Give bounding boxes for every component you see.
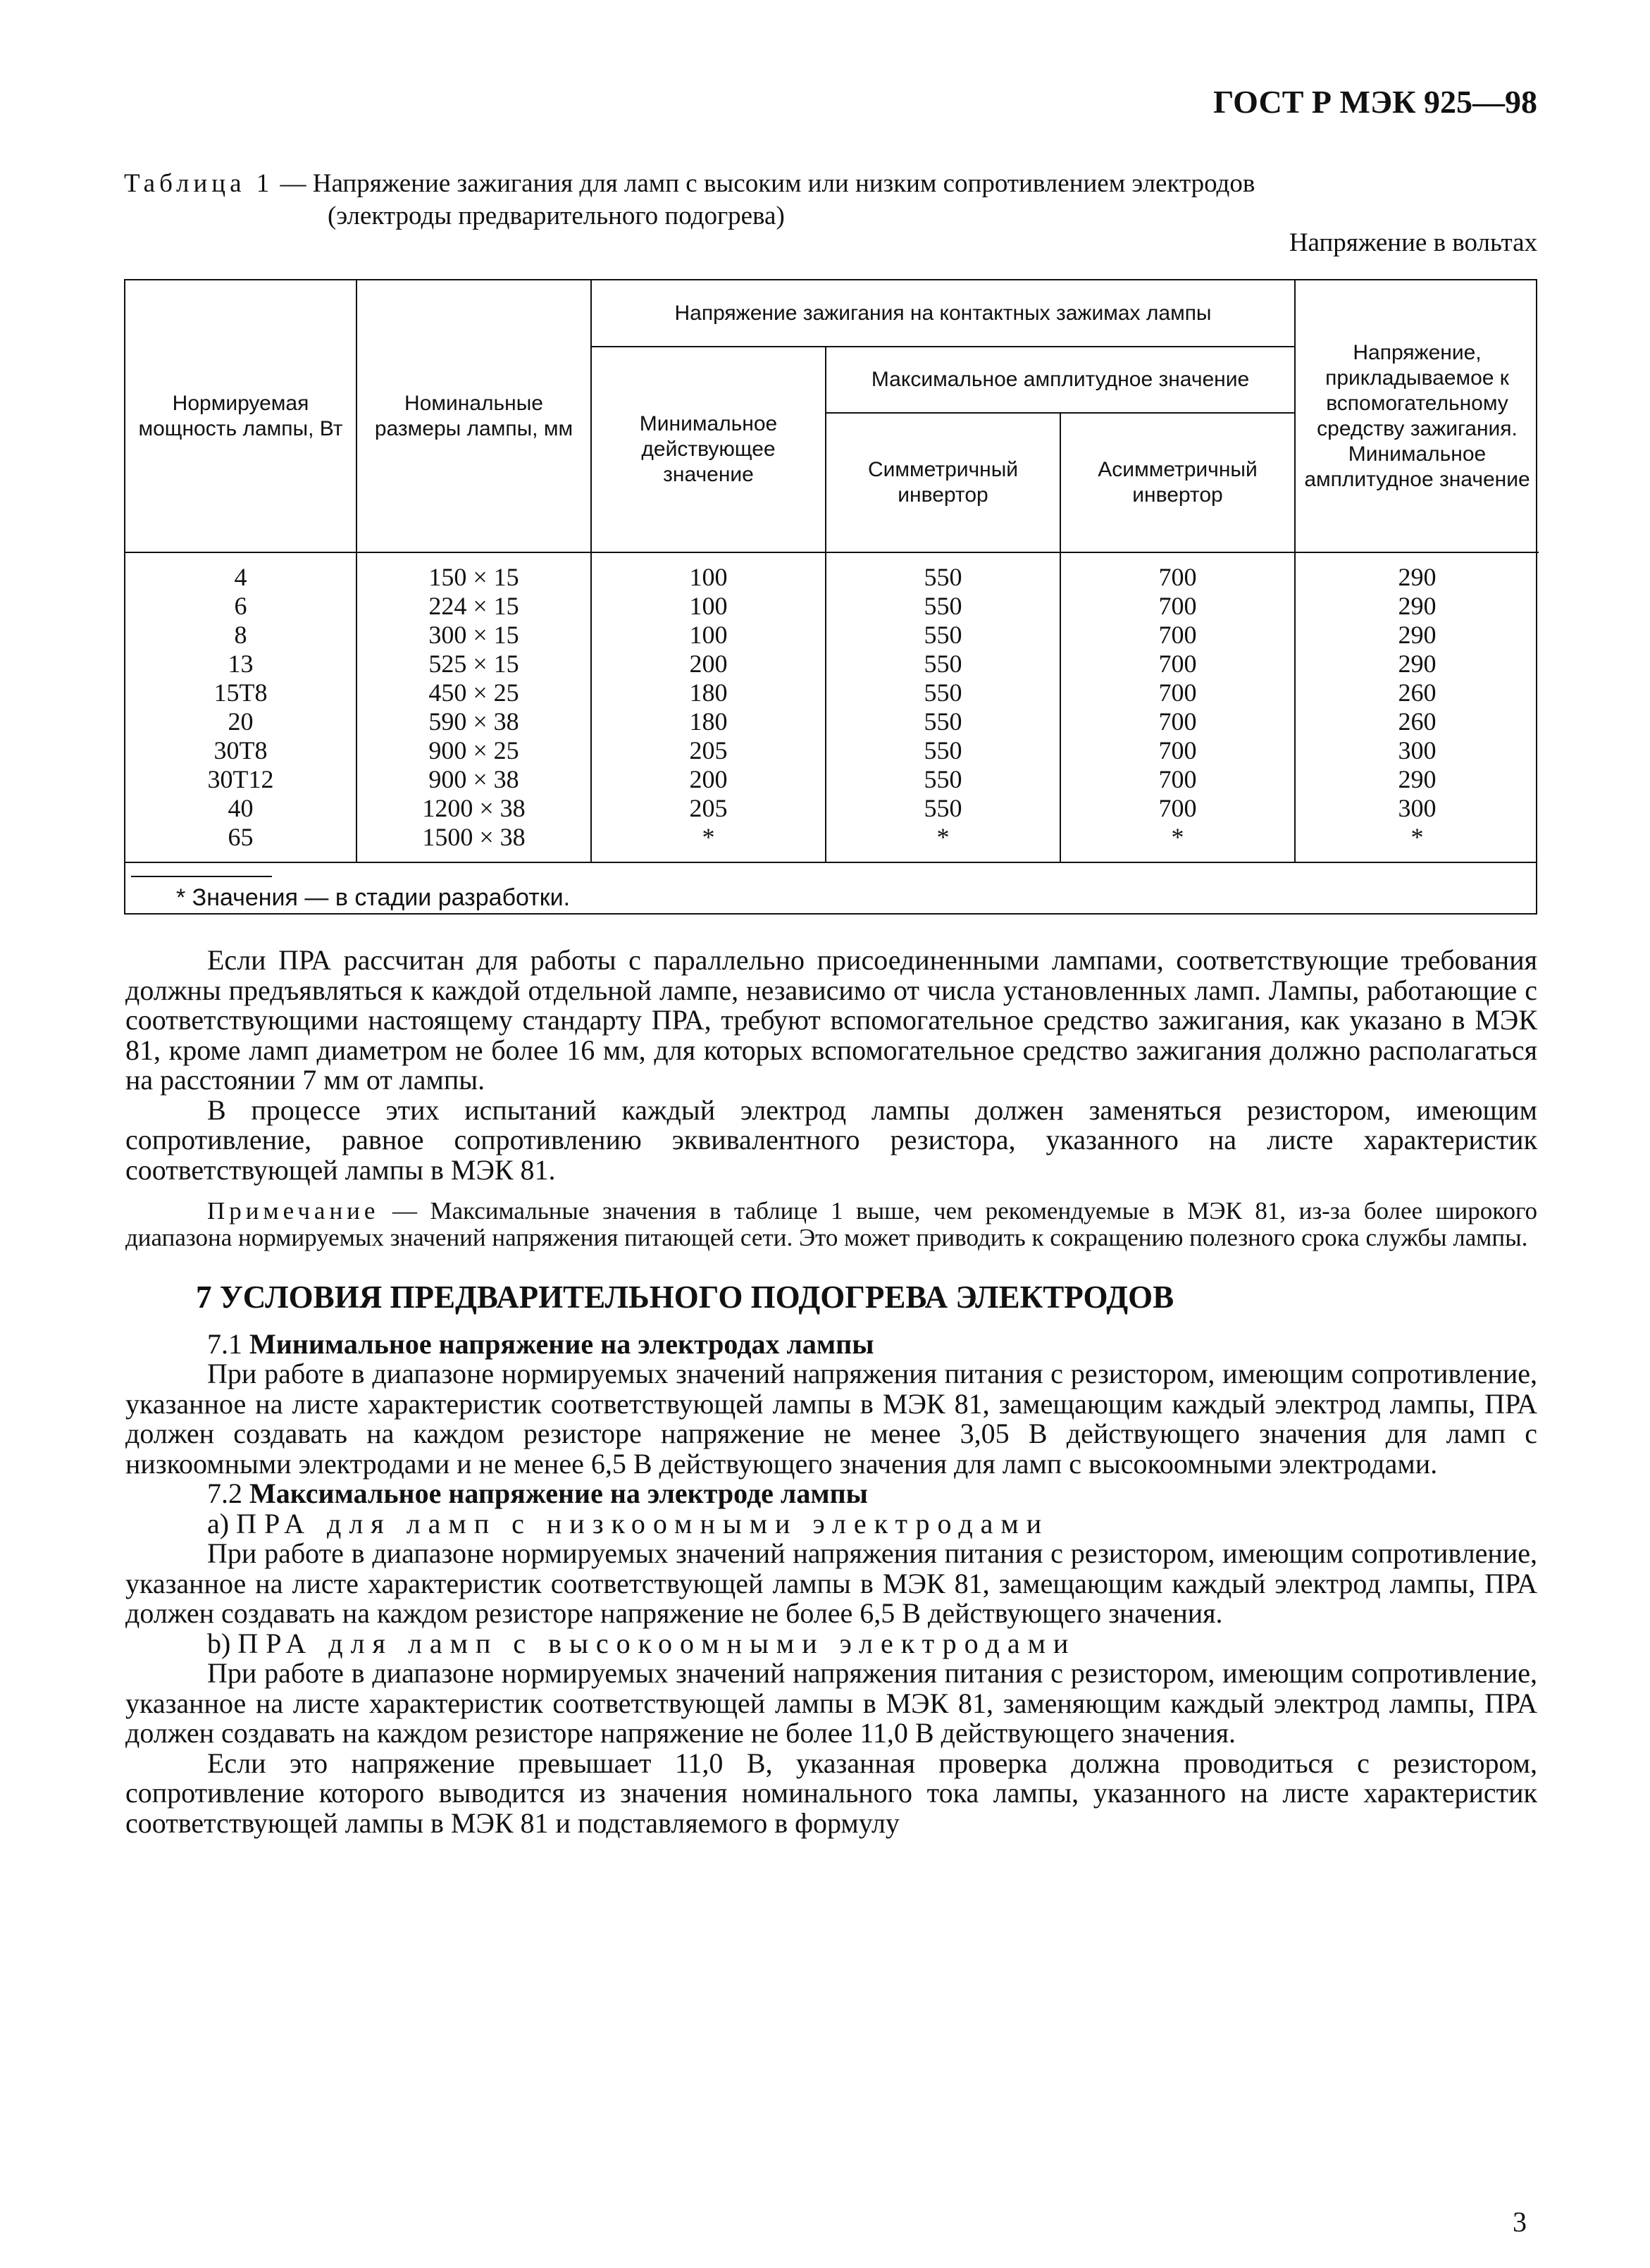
footnote-divider — [131, 876, 272, 877]
table-row — [125, 736, 1539, 765]
paragraph: При работе в диапазоне нормируемых значений напряжения питания с резистором, имеющим сопротивление, указанное на листе характеристик соответствующей лампы в МЭК 81, заменяющим каждый электрод лампы, ПРА должен создавать на каждом резисторе напряжение не более 11,0 В действующего значения. — [125, 1657, 1537, 1749]
cell-aux: 290 — [1295, 650, 1539, 678]
cell-power: 4 — [234, 563, 247, 591]
body-text — [125, 946, 1537, 1838]
paragraph: Если это напряжение превышает 11,0 В, указанная проверка должна проводиться с резистором, сопротивление которого выводится из значения номинального тока лампы, указанного на листе характеристик соответствующей лампы в МЭК 81 и подставляемого в формулу — [125, 1747, 1537, 1839]
cell-min-rms: 205 — [591, 736, 826, 765]
cell-power: 8 — [234, 621, 247, 649]
header-max-peak: Максимальное амплитудное значение — [826, 347, 1295, 413]
subsection-heading-7-2 — [125, 1479, 1537, 1509]
cell-dimensions: 224 × 15 — [356, 592, 591, 621]
cell-asymmetric: 700 — [1060, 592, 1295, 621]
cell-dimensions: 525 × 15 — [356, 650, 591, 678]
cell-asymmetric: 700 — [1060, 621, 1295, 650]
paragraph: В процессе этих испытаний каждый электрод лампы должен заменяться резистором, имеющим сопротивление, равное сопротивлению эквивалентного резистора, указанного на листе характеристик соответствующей лампы в МЭК 81. — [125, 1093, 1537, 1186]
cell-min-rms: 100 — [591, 552, 826, 592]
table-units: Напряжение в вольтах — [1289, 228, 1537, 257]
cell-aux: 290 — [1295, 552, 1539, 592]
header-dimensions: Номинальные размеры лампы, мм — [356, 280, 591, 552]
cell-min-rms: 200 — [591, 765, 826, 794]
cell-dimensions: 900 × 38 — [356, 765, 591, 794]
item-prefix: а) — [207, 1507, 230, 1539]
cell-power: 30T8 — [213, 736, 268, 764]
table-row — [125, 678, 1539, 707]
note-text: — Максимальные значения в таблице 1 выше, чем рекомендуемые в МЭК 81, из-за более широкого диапазона нормируемых значений напряжения питающей сети. Это может приводить к сокращению полезного срока службы лампы. — [125, 1197, 1537, 1251]
cell-power: 40 — [228, 794, 254, 822]
cell-power: 13 — [228, 650, 254, 678]
subsection-title: Минимальное напряжение на электродах лампы — [249, 1327, 874, 1360]
header-ignition-group: Напряжение зажигания на контактных зажимах лампы — [591, 280, 1295, 347]
note-paragraph — [125, 1198, 1537, 1251]
subsection-title: Максимальное напряжение на электроде лампы — [249, 1477, 868, 1509]
table-caption-label: Таблица 1 — [124, 169, 274, 198]
item-heading-b — [125, 1629, 1537, 1659]
header-asymmetric: Асимметричный инвертор — [1060, 413, 1295, 552]
table-row — [125, 552, 1539, 592]
paragraph: При работе в диапазоне нормируемых значений напряжения питания с резистором, имеющим сопротивление, указанное на листе характеристик соответствующей лампы в МЭК 81, замещающим каждый электрод лампы, ПРА должен создавать на каждом резисторе напряжение не более 6,5 В действующего значения. — [125, 1537, 1537, 1629]
paragraph: При работе в диапазоне нормируемых значений напряжения питания с резистором, имеющим сопротивление, указанное на листе характеристик соответствующей лампы в МЭК 81, замещающим каждый электрод лампы, ПРА должен создавать на каждом резисторе напряжение не менее 3,05 В действующего значения для ламп с низкоомными электродами и не менее 6,5 В действующего значения для ламп с высокоомными электродами. — [125, 1358, 1537, 1480]
cell-dimensions: 150 × 15 — [356, 552, 591, 592]
cell-aux: 300 — [1295, 736, 1539, 765]
table-row — [125, 794, 1539, 823]
cell-asymmetric: 700 — [1060, 707, 1295, 736]
table-caption-text: — Напряжение зажигания для ламп с высоким или низким сопротивлением электродов — [273, 169, 1255, 198]
item-title: ПРА для ламп с высокоомными электродами — [237, 1627, 1077, 1659]
cell-aux: * — [1295, 823, 1539, 862]
subsection-number: 7.1 — [207, 1327, 242, 1360]
cell-aux: 290 — [1295, 765, 1539, 794]
cell-symmetric: 550 — [826, 794, 1060, 823]
cell-symmetric: 550 — [826, 678, 1060, 707]
cell-min-rms: 200 — [591, 650, 826, 678]
table-row — [125, 765, 1539, 794]
header-min-rms: Минимальное действующее значение — [591, 347, 826, 552]
item-heading-a — [125, 1509, 1537, 1539]
page-number: 3 — [1513, 2206, 1527, 2238]
cell-symmetric: 550 — [826, 552, 1060, 592]
table-row — [125, 592, 1539, 621]
cell-asymmetric: 700 — [1060, 736, 1295, 765]
cell-aux: 290 — [1295, 621, 1539, 650]
section-heading: 7 УСЛОВИЯ ПРЕДВАРИТЕЛЬНОГО ПОДОГРЕВА ЭЛЕКТРОДОВ — [196, 1279, 1174, 1315]
subsection-heading-7-1 — [125, 1327, 1537, 1360]
cell-min-rms: 180 — [591, 678, 826, 707]
header-aux: Напряжение, прикладываемое к вспомогательному средству зажигания. Минимальное амплитудное значение — [1295, 280, 1539, 552]
cell-dimensions: 300 × 15 — [356, 621, 591, 650]
item-title: ПРА для ламп с низкоомными электродами — [236, 1507, 1050, 1539]
paragraph: Если ПРА рассчитан для работы с параллельно присоединенными лампами, соответствующие требования должны предъявляться к каждой отдельной лампе, независимо от числа установленных ламп. Лампы, работающие с соответствующими настоящему стандарту ПРА, требуют вспомогательное средство зажигания, как указано в МЭК 81, кроме ламп диаметром не более 16 мм, для которых вспомогательное средство зажигания должно располагаться на расстоянии 7 мм от лампы. — [125, 944, 1537, 1096]
cell-asymmetric: 700 — [1060, 794, 1295, 823]
note-label: Примечание — [207, 1197, 380, 1225]
cell-symmetric: 550 — [826, 621, 1060, 650]
cell-power: 20 — [228, 707, 254, 736]
cell-asymmetric: 700 — [1060, 765, 1295, 794]
cell-power: 65 — [228, 823, 254, 851]
cell-asymmetric: * — [1060, 823, 1295, 862]
cell-dimensions: 1500 × 38 — [356, 823, 591, 862]
table-caption-line2: (электроды предварительного подогрева) — [328, 202, 785, 230]
cell-symmetric: * — [826, 823, 1060, 862]
cell-power: 30T12 — [207, 765, 274, 793]
table-row — [125, 650, 1539, 678]
document-header: ГОСТ Р МЭК 925—98 — [1213, 84, 1537, 120]
cell-min-rms: 205 — [591, 794, 826, 823]
table-row — [125, 621, 1539, 650]
item-prefix: b) — [207, 1627, 231, 1659]
table-caption — [124, 168, 1533, 233]
table-row — [125, 823, 1539, 862]
subsection-number: 7.2 — [207, 1477, 242, 1509]
table-row — [125, 707, 1539, 736]
cell-dimensions: 1200 × 38 — [356, 794, 591, 823]
cell-symmetric: 550 — [826, 736, 1060, 765]
cell-min-rms: 100 — [591, 621, 826, 650]
cell-asymmetric: 700 — [1060, 678, 1295, 707]
cell-min-rms: 180 — [591, 707, 826, 736]
cell-dimensions: 590 × 38 — [356, 707, 591, 736]
header-symmetric: Симметричный инвертор — [826, 413, 1060, 552]
cell-asymmetric: 700 — [1060, 552, 1295, 592]
cell-aux: 290 — [1295, 592, 1539, 621]
cell-aux: 260 — [1295, 707, 1539, 736]
cell-min-rms: 100 — [591, 592, 826, 621]
cell-min-rms: * — [591, 823, 826, 862]
cell-symmetric: 550 — [826, 650, 1060, 678]
cell-dimensions: 900 × 25 — [356, 736, 591, 765]
cell-aux: 260 — [1295, 678, 1539, 707]
cell-symmetric: 550 — [826, 707, 1060, 736]
cell-aux: 300 — [1295, 794, 1539, 823]
header-power: Нормируемая мощность лампы, Вт — [125, 280, 356, 552]
cell-symmetric: 550 — [826, 765, 1060, 794]
cell-asymmetric: 700 — [1060, 650, 1295, 678]
cell-power: 15T8 — [213, 678, 268, 707]
voltage-table — [124, 279, 1537, 915]
table-footnote-area — [125, 862, 1536, 921]
cell-dimensions: 450 × 25 — [356, 678, 591, 707]
cell-power: 6 — [234, 592, 247, 620]
cell-symmetric: 550 — [826, 592, 1060, 621]
table-footnote: * Значения — в стадии разработки. — [176, 884, 571, 911]
